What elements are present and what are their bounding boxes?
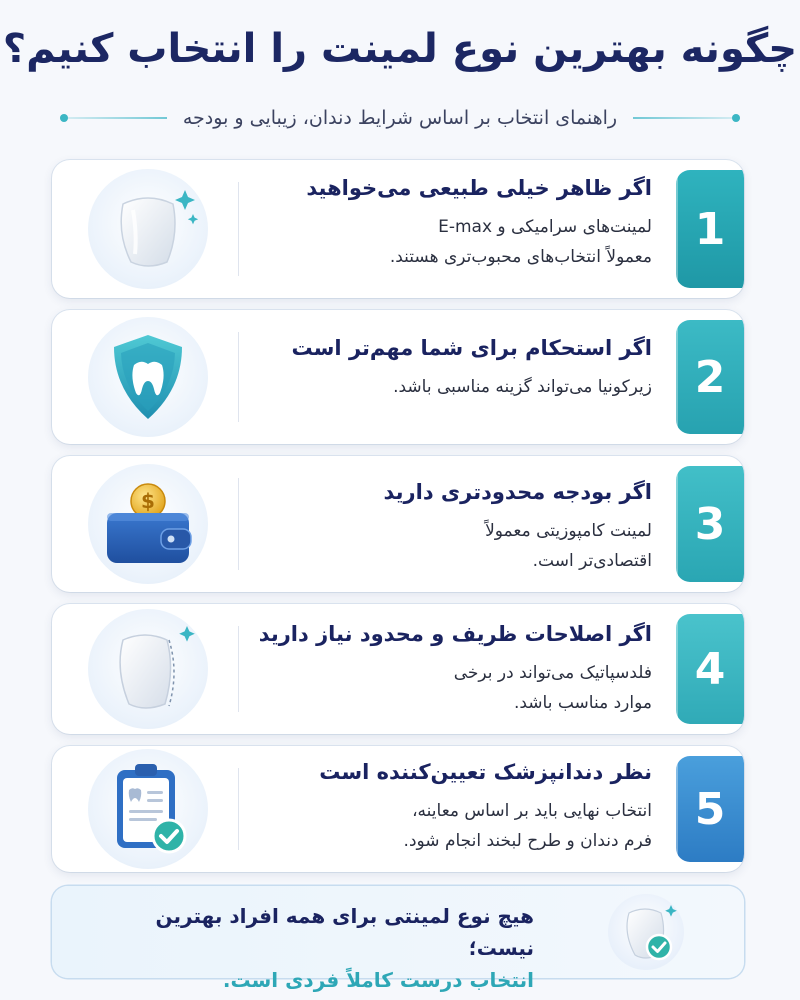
card-number: 3 (694, 498, 726, 550)
card-text (252, 478, 652, 577)
card-heading: اگر ظاهر خیلی طبیعی می‌خواهید (306, 176, 652, 200)
card-number: 4 (694, 643, 726, 695)
card-body: انتخاب نهایی باید بر اساس معاینه، فرم دندان و طرح لبخند انجام شود. (403, 801, 652, 852)
card-text (252, 758, 652, 857)
card-body: فلدسپاتیک می‌تواند در برخی موارد مناسب باشد. (453, 663, 652, 714)
card-heading: اگر بودجه محدودتری دارید (383, 480, 652, 504)
svg-text:$: $ (141, 489, 155, 513)
card-text (252, 174, 652, 273)
card-body: زیرکونیا می‌تواند گزینه مناسبی باشد. (393, 377, 652, 398)
card-number: 2 (694, 351, 726, 403)
tooth-veneer-icon (88, 169, 208, 289)
card-divider (238, 768, 239, 850)
card-number-tab (676, 614, 744, 724)
card-number-tab (676, 170, 744, 288)
summary-line-2: انتخاب درست کاملاً فردی است. (222, 968, 534, 992)
card-text (252, 620, 652, 719)
option-card-1 (52, 160, 744, 298)
option-card-3 (52, 456, 744, 592)
option-card-2 (52, 310, 744, 444)
subtitle-row (60, 100, 740, 136)
option-card-4 (52, 604, 744, 734)
card-body: لمینت‌های سرامیکی و E-max معمولاً انتخاب‌های محبوب‌تری هستند. (389, 217, 652, 268)
card-heading: نظر دندانپزشک تعیین‌کننده است (319, 760, 652, 784)
card-number-tab (676, 320, 744, 434)
card-number-tab (676, 756, 744, 862)
wallet-coin-icon (88, 464, 208, 584)
card-divider (238, 332, 239, 422)
thin-veneer-icon (88, 609, 208, 729)
shield-tooth-icon (88, 317, 208, 437)
clipboard-check-icon (88, 749, 208, 869)
card-divider (238, 626, 239, 712)
card-number-tab (676, 466, 744, 582)
summary-box (52, 886, 744, 992)
card-text (252, 334, 652, 403)
subtitle-divider-left (60, 117, 167, 119)
card-body: لمینت کامپوزیتی معمولاً اقتصادی‌تر است. (485, 521, 652, 572)
card-heading: اگر استحکام برای شما مهم‌تر است (291, 336, 652, 360)
subtitle-divider-right (633, 117, 740, 119)
option-card-5 (52, 746, 744, 872)
card-heading: اگر اصلاحات ظریف و محدود نیاز دارید (258, 622, 652, 646)
card-divider (238, 182, 239, 276)
card-number: 5 (694, 783, 726, 835)
page-subtitle: راهنمای انتخاب بر اساس شرایط دندان، زیبایی و بودجه (182, 107, 618, 129)
page-title: چگونه بهترین نوع لمینت را انتخاب کنیم؟ (2, 26, 798, 72)
card-divider (238, 478, 239, 570)
summary-text (92, 900, 534, 996)
summary-line-1: هیچ نوع لمینتی برای همه افراد بهترین نیست؛ (155, 904, 534, 960)
tooth-check-icon (608, 894, 684, 970)
card-number: 1 (694, 203, 726, 255)
